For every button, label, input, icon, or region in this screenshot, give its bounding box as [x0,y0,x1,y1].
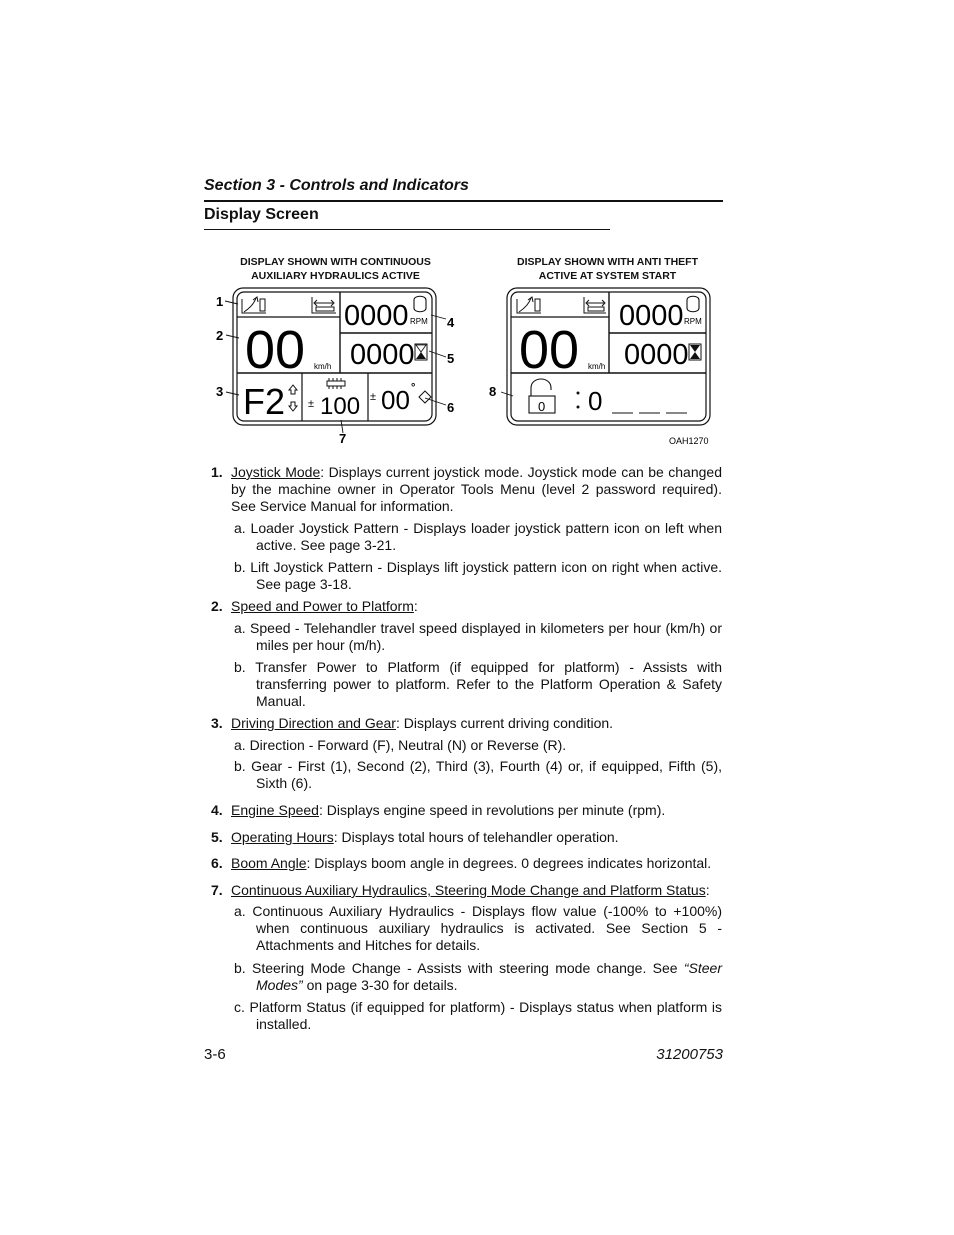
item-2-text [231,598,722,615]
callout-5: 5 [447,351,455,366]
left-aux-value: 100 [320,393,361,420]
item-3a-text: a. Direction - Forward (F), Neutral (N) or Reverse (R). [234,737,567,753]
item-description: : Displays engine speed in revolutions per minute (rpm). [318,802,666,818]
section-title: Section 3 - Controls and Indicators [204,177,469,194]
item-title: Driving Direction and Gear [231,715,396,731]
item-2b-text: b. Transfer Power to Platform (if equipped for platform) - Assists with transferring power to platform. Refer to the Platform Operation & Safety Manual. [234,659,722,710]
item-description: : Displays total hours of telehandler operation. [333,829,619,845]
callout-6: 6 [447,400,455,415]
item-4-text [231,802,722,819]
item-6-text [231,855,722,872]
left-degree-symbol: ° [411,382,416,394]
callout-3: 3 [216,384,224,399]
item-description: : [413,598,418,614]
item-1a-text: a. Loader Joystick Pattern - Displays loader joystick pattern icon on left when active. See page 3-21. [234,520,722,554]
left-display [233,288,436,425]
item-7-text [231,882,722,899]
item-5-text [231,829,722,846]
item-7a-text: a. Continuous Auxiliary Hydraulics - Displays flow value (-100% to +100%) when continuous auxiliary hydraulics is activated. See Section 5 - Attachments and Hitches for details. [234,903,722,954]
shift-arrows-icon [289,385,297,411]
callout-8: 8 [489,384,497,399]
item-number: 2. [211,598,223,614]
lift-joystick-icon-right [584,297,606,313]
item-number: 6. [211,855,223,871]
subsection-rule [204,229,610,230]
right-caption-line2: ACTIVE AT SYSTEM START [538,270,677,282]
item-3b-text: b. Gear - First (1), Second (2), Third (3), Fourth (4) or, if equipped, Fifth (5), Sixth (6). [234,758,722,792]
lift-joystick-icon [312,297,336,313]
item-1b-text: b. Lift Joystick Pattern - Displays lift joystick pattern icon on right when active. See page 3-18. [234,559,722,593]
left-hours: 0000 [350,339,415,371]
boom-angle-icon [419,391,431,403]
item-7b-text [234,960,722,994]
item-title: Boom Angle [231,855,307,871]
left-caption-line2: AUXILIARY HYDRAULICS ACTIVE [251,270,420,282]
item-number: 3. [211,715,223,731]
callout-1: 1 [216,294,224,309]
left-aux-sign: ± [308,398,315,410]
left-speed: 00 [245,320,306,380]
engine-icon-right [687,296,699,312]
item-3-text [231,715,722,732]
item-7b-suffix: on page 3-30 for details. [302,977,458,994]
aux-hydraulics-icon [327,378,345,389]
right-speed-unit: km/h [588,362,606,371]
right-speed: 00 [519,320,580,380]
left-engine-rpm: 0000 [344,300,409,332]
left-speed-unit: km/h [314,362,332,371]
steer-modes-reference: “Steer Modes” [256,960,722,994]
item-title: Engine Speed [231,802,319,818]
display-screen-figure [200,286,730,451]
item-description: : [705,882,710,898]
item-description: : Displays current joystick mode. Joystick mode can be changed by the machine owner in Operator Tools Menu (level 2 password required). See Service Manual for information. [231,464,722,515]
hourglass-icon [415,344,427,360]
left-display-caption [228,255,443,283]
left-angle-value: 00 [381,385,410,415]
right-display-caption [500,255,715,283]
item-description: : Displays current driving condition. [395,715,614,731]
left-gear: F2 [243,381,286,422]
callout-4: 4 [447,315,455,330]
right-display [507,288,710,425]
item-number: 1. [211,464,223,480]
right-hours: 0000 [624,339,689,371]
loader-joystick-icon-right [517,297,541,313]
item-number: 4. [211,802,223,818]
callout-2: 2 [216,328,224,343]
header-rule [204,200,723,202]
item-description: : Displays boom angle in degrees. 0 degrees indicates horizontal. [306,855,712,871]
right-lock-digit: 0 [538,399,546,414]
code-colon [577,392,580,409]
item-7c-text: c. Platform Status (if equipped for platform) - Displays status when platform is installed. [234,999,722,1033]
document-number: 31200753 [656,1046,723,1063]
right-engine-rpm: 0000 [619,300,684,332]
callout-7: 7 [339,431,347,446]
item-number: 5. [211,829,223,845]
item-1-text [231,464,722,516]
left-caption-line1: DISPLAY SHOWN WITH CONTINUOUS [240,256,431,268]
right-caption-line1: DISPLAY SHOWN WITH ANTI THEFT [516,256,699,268]
hourglass-icon-right [689,344,701,360]
loader-joystick-icon [242,297,266,313]
item-2a-text: a. Speed - Telehandler travel speed displayed in kilometers per hour (km/h) or miles per hour (m/h). [234,620,722,654]
item-7b-prefix: b. Steering Mode Change - Assists with steering mode change. See [234,960,684,976]
left-rpm-unit: RPM [410,317,428,326]
engine-icon [414,296,426,312]
left-angle-sign: ± [370,391,377,403]
right-rpm-unit: RPM [684,317,702,326]
item-number: 7. [211,882,223,898]
item-title: Speed and Power to Platform [231,598,414,614]
right-code-digit: 0 [588,386,603,416]
item-title: Joystick Mode [231,464,321,480]
page-number: 3-6 [204,1046,226,1063]
item-title: Operating Hours [231,829,334,845]
figure-id: OAH1270 [669,436,709,446]
subsection-title: Display Screen [204,206,319,223]
item-title: Continuous Auxiliary Hydraulics, Steering Mode Change and Platform Status [231,882,706,898]
